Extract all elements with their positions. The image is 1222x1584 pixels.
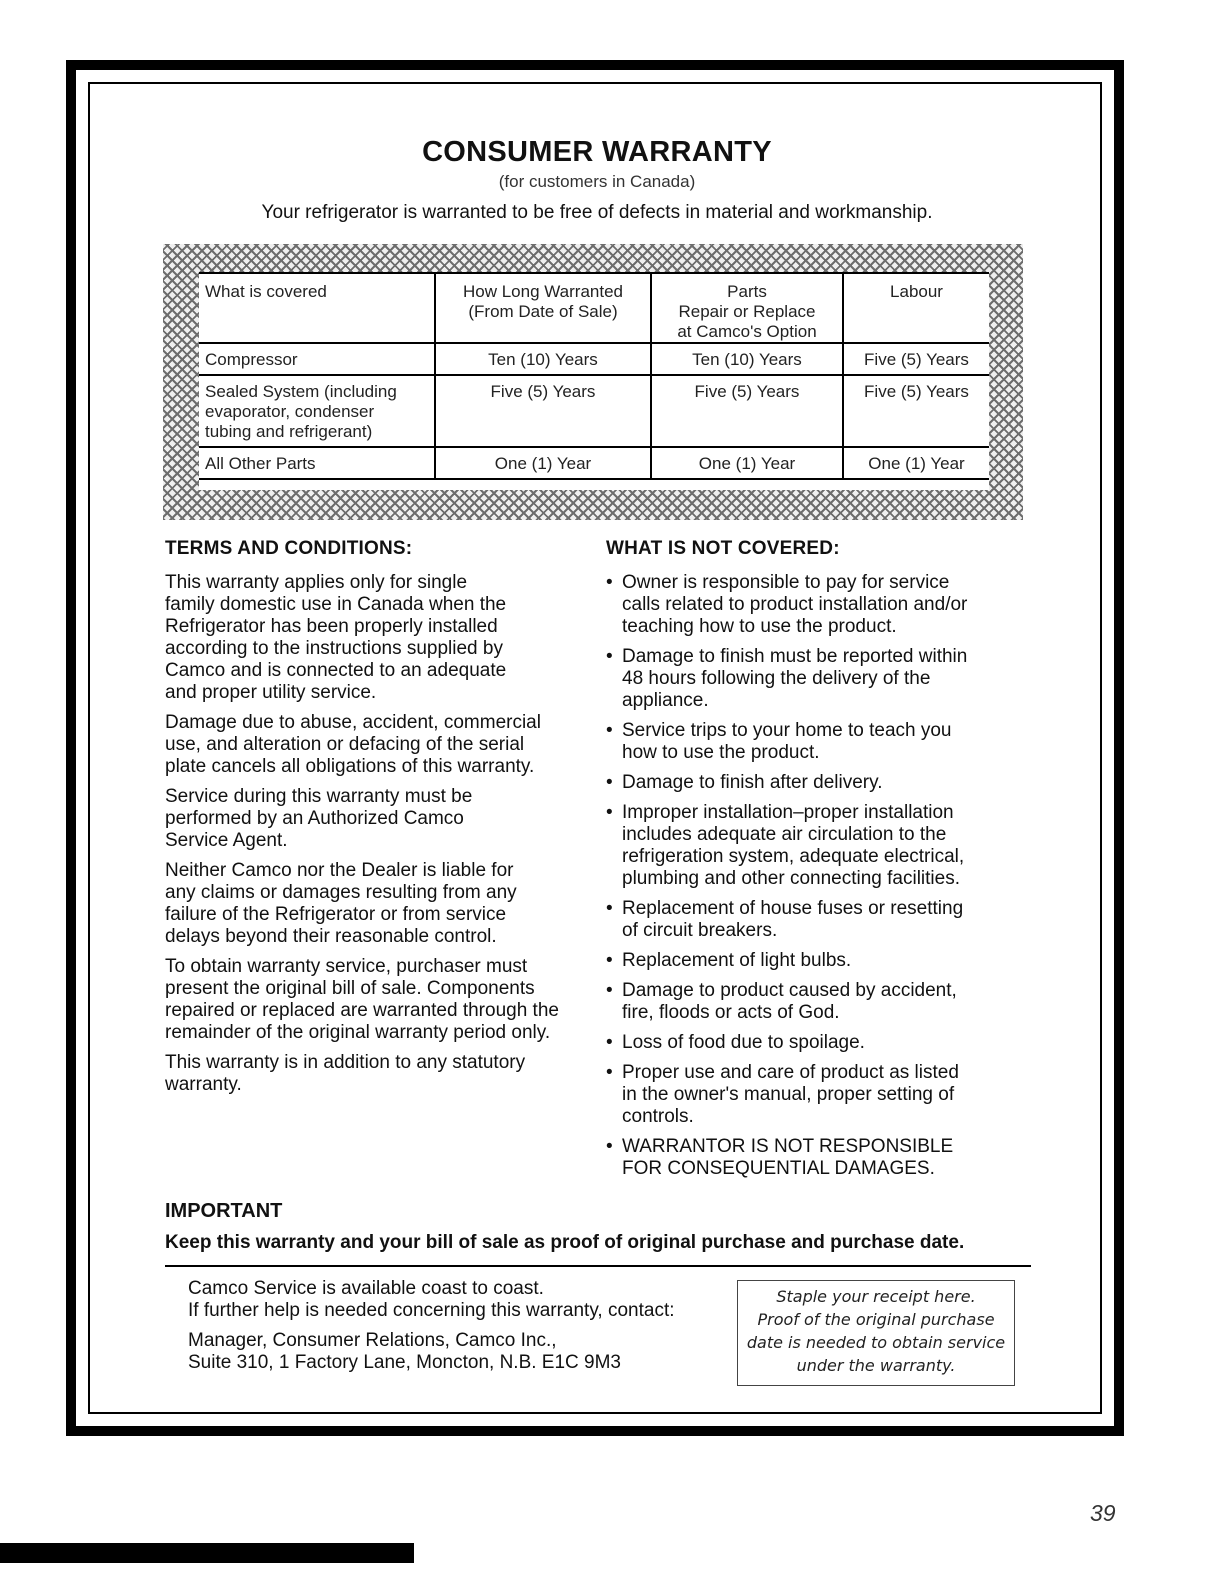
- divider: [165, 1265, 1031, 1267]
- bullet-icon: •: [606, 802, 613, 823]
- bullet-icon: •: [606, 772, 613, 793]
- list-item: • Improper installation–proper installation includes adequate air circulation to the refrigeration system, adequate electrical, plumbing and other connecting facilities.: [606, 802, 965, 889]
- list-item: • Service trips to your home to teach you how to use the product.: [606, 720, 952, 763]
- page-number: 39: [1090, 1500, 1116, 1526]
- bullet-icon: •: [606, 898, 613, 919]
- table-row: [199, 343, 989, 375]
- terms-and-conditions-section: [165, 538, 585, 1104]
- header-labour: Labour: [843, 273, 989, 343]
- cell-labour: Five (5) Years: [843, 343, 989, 375]
- cell-parts: Five (5) Years: [651, 375, 843, 447]
- cell-covered: Compressor: [199, 343, 435, 375]
- terms-paragraph: Neither Camco nor the Dealer is liable for any claims or damages resulting from any failure of the Refrigerator or from service delays beyond their reasonable control.: [165, 860, 517, 947]
- list-item: • Damage to finish must be reported within 48 hours following the delivery of the appliance.: [606, 646, 968, 711]
- list-item: • Owner is responsible to pay for service calls related to product installation and/or teaching how to use the product.: [606, 572, 968, 637]
- bullet-icon: •: [606, 950, 613, 971]
- cell-covered: All Other Parts: [199, 447, 435, 479]
- important-text: Keep this warranty and your bill of sale as proof of original purchase and purchase date.: [165, 1232, 965, 1253]
- contact-paragraph: Camco Service is available coast to coast. If further help is needed concerning this warranty, contact:: [188, 1278, 675, 1321]
- list-item: • Replacement of light bulbs.: [606, 950, 852, 971]
- terms-paragraph: Service during this warranty must be performed by an Authorized Camco Service Agent.: [165, 786, 473, 851]
- contact-address: Manager, Consumer Relations, Camco Inc., Suite 310, 1 Factory Lane, Moncton, N.B. E1C 9M3: [188, 1330, 622, 1373]
- terms-paragraph: To obtain warranty service, purchaser must present the original bill of sale. Components repaired or replaced are warranted through the remainder of the original warranty period only.: [165, 956, 559, 1043]
- cell-covered: Sealed System (including evaporator, condenser tubing and refrigerant): [199, 375, 435, 447]
- not-covered-list: [606, 572, 1006, 1180]
- terms-paragraph: Damage due to abuse, accident, commercial use, and alteration or defacing of the serial plate cancels all obligations of this warranty.: [165, 712, 541, 777]
- list-item: • Loss of food due to spoilage.: [606, 1032, 865, 1053]
- cell-how-long: Ten (10) Years: [435, 343, 651, 375]
- bullet-icon: •: [606, 1032, 613, 1053]
- receipt-staple-box: Staple your receipt here. Proof of the original purchase date is needed to obtain service under the warranty.: [737, 1280, 1015, 1386]
- terms-paragraph: This warranty is in addition to any statutory warranty.: [165, 1052, 526, 1095]
- cell-labour: One (1) Year: [843, 447, 989, 479]
- bullet-icon: •: [606, 1062, 613, 1083]
- important-heading: IMPORTANT: [165, 1200, 283, 1222]
- header-what-is-covered: What is covered: [199, 273, 435, 343]
- warranty-table: [199, 272, 989, 480]
- header-how-long: How Long Warranted (From Date of Sale): [435, 273, 651, 343]
- page-subtitle: (for customers in Canada): [498, 172, 696, 191]
- not-covered-section: [606, 538, 1006, 1188]
- footer-bar: [0, 1543, 414, 1563]
- table-header-row: [199, 273, 989, 343]
- bullet-icon: •: [606, 980, 613, 1001]
- list-item: • WARRANTOR IS NOT RESPONSIBLE FOR CONSEQUENTIAL DAMAGES.: [606, 1136, 954, 1179]
- warranty-table-container: [199, 272, 989, 490]
- terms-paragraph: This warranty applies only for single family domestic use in Canada when the Refrigerator has been properly installed according to the instructions supplied by Camco and is connected to an adequate and proper utility service.: [165, 572, 507, 703]
- cell-how-long: Five (5) Years: [435, 375, 651, 447]
- bullet-icon: •: [606, 720, 613, 741]
- intro-text: Your refrigerator is warranted to be free of defects in material and workmanship.: [261, 202, 933, 223]
- bullet-icon: •: [606, 1136, 613, 1157]
- list-item: • Replacement of house fuses or resetting of circuit breakers.: [606, 898, 964, 941]
- bullet-icon: •: [606, 646, 613, 667]
- header-parts: Parts Repair or Replace at Camco's Option: [651, 273, 843, 343]
- bullet-icon: •: [606, 572, 613, 593]
- contact-section: [188, 1278, 728, 1382]
- not-covered-heading: WHAT IS NOT COVERED:: [606, 538, 840, 559]
- list-item: • Damage to product caused by accident, fire, floods or acts of God.: [606, 980, 957, 1023]
- page-title: CONSUMER WARRANTY: [422, 136, 772, 168]
- cell-labour: Five (5) Years: [843, 375, 989, 447]
- cell-how-long: One (1) Year: [435, 447, 651, 479]
- table-row: [199, 375, 989, 447]
- list-item: • Damage to finish after delivery.: [606, 772, 883, 793]
- table-row: [199, 447, 989, 479]
- cell-parts: Ten (10) Years: [651, 343, 843, 375]
- cell-parts: One (1) Year: [651, 447, 843, 479]
- terms-heading: TERMS AND CONDITIONS:: [165, 538, 413, 559]
- list-item: • Proper use and care of product as listed in the owner's manual, proper setting of controls.: [606, 1062, 959, 1127]
